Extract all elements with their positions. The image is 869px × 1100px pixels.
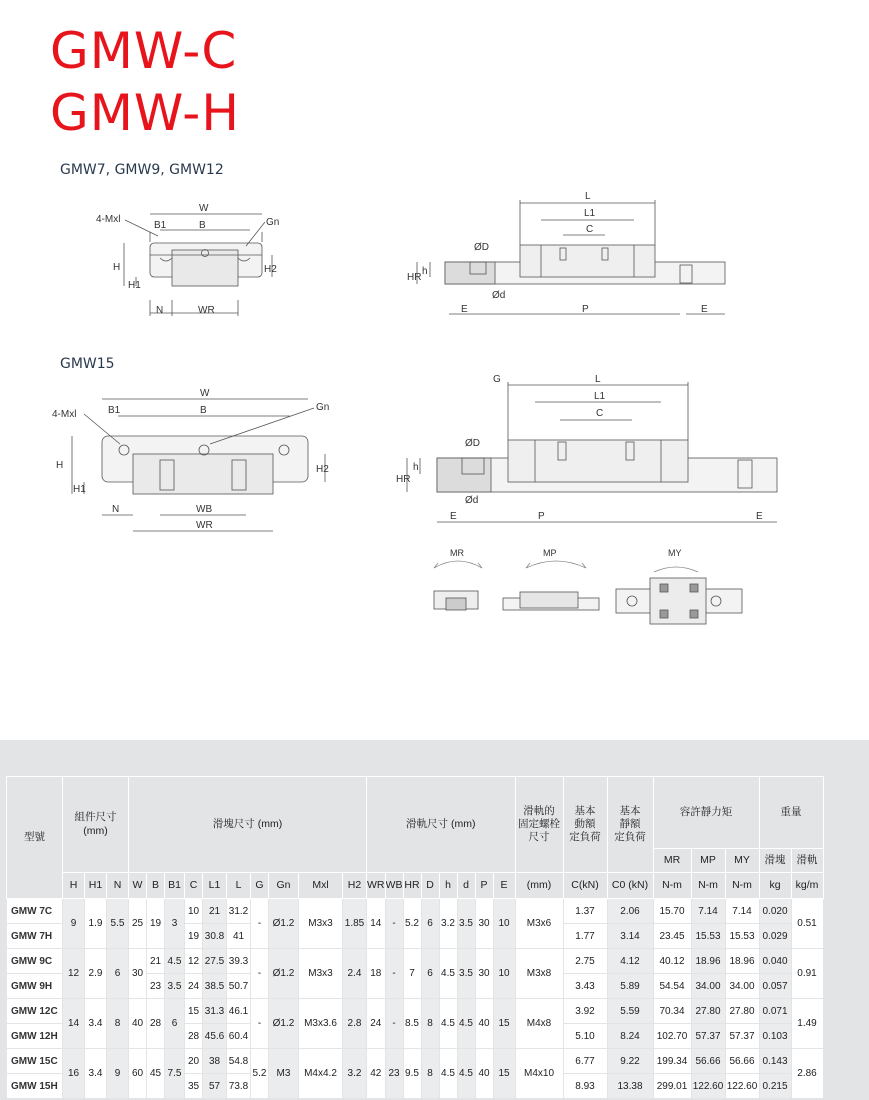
table-cell: 9.5 <box>403 1049 421 1099</box>
label-h: H <box>56 460 64 471</box>
table-cell: 12 <box>63 949 85 999</box>
table-cell: M4x8 <box>515 999 563 1049</box>
table-cell: 9 <box>63 899 85 949</box>
table-cell: 1.9 <box>85 899 107 949</box>
label-l: L <box>585 191 591 202</box>
label-mp: MP <box>543 548 557 558</box>
label-h2: H2 <box>264 264 277 275</box>
table-cell: Ø1.2 <box>269 999 299 1049</box>
table-cell: 73.8 <box>227 1074 251 1099</box>
table-cell: 40 <box>475 1049 493 1099</box>
table-cell: 8 <box>421 999 439 1049</box>
label-h1: H1 <box>128 280 141 291</box>
table-cell: 38 <box>203 1049 227 1074</box>
head-mr: MR <box>653 849 691 873</box>
table-cell: 4.5 <box>457 999 475 1049</box>
table-cell: 28 <box>147 999 165 1049</box>
column-head: d <box>457 873 475 899</box>
label-h2: H2 <box>316 464 329 475</box>
table-cell: 31.3 <box>203 999 227 1024</box>
column-head: E <box>493 873 515 899</box>
head-weight: 重量 <box>759 777 823 849</box>
head-bolt: 滑軌的 固定螺栓 尺寸 <box>515 777 563 873</box>
table-cell: 3.92 <box>563 999 607 1024</box>
table-cell: 5.89 <box>607 974 653 999</box>
moment-my-diagram <box>616 567 742 624</box>
label-b1: B1 <box>154 220 167 231</box>
table-cell: 0.057 <box>759 974 791 999</box>
table-cell: 21 <box>203 899 227 924</box>
table-cell: 8 <box>421 1049 439 1099</box>
head-block: 滑塊尺寸 (mm) <box>129 777 367 873</box>
table-cell: 15 <box>185 999 203 1024</box>
column-head: N-m <box>653 873 691 899</box>
table-cell: 30 <box>475 899 493 949</box>
table-cell: 0.91 <box>791 949 823 999</box>
label-e-left: E <box>450 511 457 522</box>
model-name: GMW 7C <box>7 899 63 924</box>
table-cell: 18 <box>367 949 386 999</box>
column-head: H1 <box>85 873 107 899</box>
table-row <box>7 899 824 924</box>
label-od-small: Ød <box>465 495 479 506</box>
model-name: GMW 12C <box>7 999 63 1024</box>
table-cell: 24 <box>367 999 386 1049</box>
table-cell: 13.38 <box>607 1074 653 1099</box>
table-cell: 122.60 <box>725 1074 759 1099</box>
table-cell: - <box>385 999 403 1049</box>
model-name: GMW 12H <box>7 1024 63 1049</box>
table-cell: 3.2 <box>343 1049 367 1099</box>
label-h: H <box>113 262 121 273</box>
table-cell: 34.00 <box>725 974 759 999</box>
table-cell: 15 <box>493 999 515 1049</box>
table-cell: 0.143 <box>759 1049 791 1074</box>
table-cell: 24 <box>185 974 203 999</box>
column-head: N <box>107 873 129 899</box>
column-head: C0 (kN) <box>607 873 653 899</box>
table-cell: 38.5 <box>203 974 227 999</box>
table-cell: 34.00 <box>691 974 725 999</box>
table-cell: M3x8 <box>515 949 563 999</box>
table-cell: 2.06 <box>607 899 653 924</box>
column-head: WR <box>367 873 386 899</box>
table-cell: 0.020 <box>759 899 791 924</box>
label-4mxl: 4-Mxl <box>96 214 121 225</box>
column-head: H2 <box>343 873 367 899</box>
table-cell: 57 <box>203 1074 227 1099</box>
table-cell: M3 <box>269 1049 299 1099</box>
table-cell: 1.85 <box>343 899 367 949</box>
table-cell: 50.7 <box>227 974 251 999</box>
table-cell: 4.5 <box>457 1049 475 1099</box>
moment-mr-diagram <box>434 561 482 610</box>
table-cell: 23 <box>385 1049 403 1099</box>
column-head: L1 <box>203 873 227 899</box>
label-l1: L1 <box>584 208 596 219</box>
table-row <box>7 949 824 974</box>
table-cell: 54.8 <box>227 1049 251 1074</box>
table-cell: 4.12 <box>607 949 653 974</box>
column-head: C(kN) <box>563 873 607 899</box>
table-cell: 40 <box>475 999 493 1049</box>
table-cell: 10 <box>185 899 203 924</box>
table-cell: 45 <box>147 1049 165 1099</box>
head-moment: 容許靜力矩 <box>653 777 759 849</box>
table-cell: 2.86 <box>791 1049 823 1099</box>
table-cell: 60.4 <box>227 1024 251 1049</box>
table-cell: 1.49 <box>791 999 823 1049</box>
table-cell: M3x3.6 <box>299 999 343 1049</box>
table-cell: 0.103 <box>759 1024 791 1049</box>
table-cell: 30 <box>475 949 493 999</box>
spec-table <box>6 776 824 1099</box>
table-cell: 30 <box>129 949 147 999</box>
label-od-small: Ød <box>492 290 506 301</box>
label-wb: WB <box>196 504 213 515</box>
table-cell: 15.53 <box>725 924 759 949</box>
column-head: P <box>475 873 493 899</box>
table-row <box>7 1049 824 1074</box>
title-line-1: GMW-C <box>50 22 238 80</box>
table-cell: 15.53 <box>691 924 725 949</box>
table-cell: 56.66 <box>691 1049 725 1074</box>
label-mr: MR <box>450 548 464 558</box>
table-cell: 5.5 <box>107 899 129 949</box>
label-l1: L1 <box>594 391 606 402</box>
table-cell: 6 <box>421 899 439 949</box>
table-cell: 18.96 <box>725 949 759 974</box>
label-c: C <box>586 224 594 235</box>
label-b: B <box>200 405 207 416</box>
table-cell: M3x6 <box>515 899 563 949</box>
table-cell: 27.5 <box>203 949 227 974</box>
table-cell: 57.37 <box>691 1024 725 1049</box>
head-assembly: 組件尺寸 (mm) <box>63 777 129 873</box>
label-4mxl: 4-Mxl <box>52 409 77 420</box>
table-cell: 4.5 <box>439 949 457 999</box>
table-cell: M3x3 <box>299 899 343 949</box>
column-head: W <box>129 873 147 899</box>
table-cell: 0.040 <box>759 949 791 974</box>
table-cell: 4.5 <box>165 949 185 974</box>
table-cell: - <box>385 899 403 949</box>
label-l: L <box>595 374 601 385</box>
head-dynamic-load: 基本 動額 定負荷 <box>563 777 607 873</box>
head-static-load: 基本 靜額 定負荷 <box>607 777 653 873</box>
table-cell: 102.70 <box>653 1024 691 1049</box>
column-head: B1 <box>165 873 185 899</box>
table-cell: 35 <box>185 1074 203 1099</box>
column-head: Gn <box>269 873 299 899</box>
label-n: N <box>156 305 164 316</box>
column-head: HR <box>403 873 421 899</box>
table-cell: 6 <box>165 999 185 1049</box>
table-cell: 0.215 <box>759 1074 791 1099</box>
table-cell: 23.45 <box>653 924 691 949</box>
label-gn: Gn <box>266 217 280 228</box>
table-cell: 4.5 <box>439 1049 457 1099</box>
table-cell: Ø1.2 <box>269 899 299 949</box>
table-row <box>7 999 824 1024</box>
table-cell: 31.2 <box>227 899 251 924</box>
label-od-large: ØD <box>465 438 480 449</box>
moment-labels <box>450 548 682 558</box>
table-cell: 122.60 <box>691 1074 725 1099</box>
spec-table-area <box>0 740 869 1100</box>
table-cell: 7 <box>403 949 421 999</box>
column-head-row <box>7 873 824 899</box>
column-head: B <box>147 873 165 899</box>
column-head: kg/m <box>791 873 823 899</box>
table-cell: 8.24 <box>607 1024 653 1049</box>
table-cell: 16 <box>63 1049 85 1099</box>
table-cell: 40.12 <box>653 949 691 974</box>
table-cell: 25 <box>129 899 147 949</box>
label-wr: WR <box>198 305 215 316</box>
table-cell: 199.34 <box>653 1049 691 1074</box>
column-head: C <box>185 873 203 899</box>
table-cell: 7.14 <box>725 899 759 924</box>
column-head: H <box>63 873 85 899</box>
table-cell: - <box>385 949 403 999</box>
table-cell: 299.01 <box>653 1074 691 1099</box>
table-cell: 3.5 <box>165 974 185 999</box>
table-cell: 28 <box>185 1024 203 1049</box>
table-cell: 1.77 <box>563 924 607 949</box>
label-p: P <box>582 304 589 315</box>
table-cell: 14 <box>367 899 386 949</box>
column-head: D <box>421 873 439 899</box>
column-head: L <box>227 873 251 899</box>
table-cell: 0.029 <box>759 924 791 949</box>
table-cell: 10 <box>493 949 515 999</box>
table-cell: - <box>251 899 269 949</box>
table-cell: 0.071 <box>759 999 791 1024</box>
head-weight-block: 滑塊 <box>759 849 791 873</box>
table-cell: 0.51 <box>791 899 823 949</box>
column-head: WB <box>385 873 403 899</box>
table-cell: M4x10 <box>515 1049 563 1099</box>
table-cell: 8.5 <box>403 999 421 1049</box>
label-e-left: E <box>461 304 468 315</box>
table-cell: 3 <box>165 899 185 949</box>
column-head: kg <box>759 873 791 899</box>
label-e-right: E <box>701 304 708 315</box>
table-cell: Ø1.2 <box>269 949 299 999</box>
table-cell: - <box>251 949 269 999</box>
table-cell: 9.22 <box>607 1049 653 1074</box>
head-mp: MP <box>691 849 725 873</box>
label-b: B <box>199 220 206 231</box>
table-cell: 3.4 <box>85 1049 107 1099</box>
title-line-2: GMW-H <box>50 84 240 142</box>
label-g: G <box>493 374 501 385</box>
table-cell: 7.5 <box>165 1049 185 1099</box>
table-cell: 18.96 <box>691 949 725 974</box>
table-cell: 3.4 <box>85 999 107 1049</box>
section-title-gmw15: GMW15 <box>60 356 115 372</box>
table-cell: 5.2 <box>403 899 421 949</box>
label-my: MY <box>668 548 682 558</box>
table-cell: 5.2 <box>251 1049 269 1099</box>
table-cell: 70.34 <box>653 999 691 1024</box>
model-name: GMW 7H <box>7 924 63 949</box>
table-cell: 27.80 <box>691 999 725 1024</box>
label-n: N <box>112 504 120 515</box>
label-w: W <box>200 388 210 399</box>
table-cell: 4.5 <box>439 999 457 1049</box>
table-cell: 40 <box>129 999 147 1049</box>
table-cell: 42 <box>367 1049 386 1099</box>
table-cell: 46.1 <box>227 999 251 1024</box>
column-head: Mxl <box>299 873 343 899</box>
model-name: GMW 15H <box>7 1074 63 1099</box>
table-cell: 19 <box>185 924 203 949</box>
table-cell: 39.3 <box>227 949 251 974</box>
table-cell: 1.37 <box>563 899 607 924</box>
head-model: 型號 <box>7 777 63 899</box>
table-cell: 45.6 <box>203 1024 227 1049</box>
model-name: GMW 9C <box>7 949 63 974</box>
column-head: h <box>439 873 457 899</box>
table-cell: M4x4.2 <box>299 1049 343 1099</box>
label-od-large: ØD <box>474 242 489 253</box>
table-cell: 5.59 <box>607 999 653 1024</box>
model-name: GMW 9H <box>7 974 63 999</box>
table-cell: 56.66 <box>725 1049 759 1074</box>
table-cell: 6 <box>107 949 129 999</box>
table-cell: 15.70 <box>653 899 691 924</box>
table-cell: 2.9 <box>85 949 107 999</box>
table-cell: 2.8 <box>343 999 367 1049</box>
label-c: C <box>596 408 604 419</box>
table-cell: - <box>251 999 269 1049</box>
label-p: P <box>538 511 545 522</box>
table-cell: 54.54 <box>653 974 691 999</box>
table-cell: 3.43 <box>563 974 607 999</box>
table-cell: 14 <box>63 999 85 1049</box>
spec-table-body <box>7 899 824 1099</box>
table-cell: 60 <box>129 1049 147 1099</box>
label-h1: H1 <box>73 484 86 495</box>
table-cell: 2.75 <box>563 949 607 974</box>
label-e-right: E <box>756 511 763 522</box>
table-cell: 30.8 <box>203 924 227 949</box>
label-w: W <box>199 203 209 214</box>
table-cell: 27.80 <box>725 999 759 1024</box>
table-cell: M3x3 <box>299 949 343 999</box>
table-cell: 9 <box>107 1049 129 1099</box>
table-cell: 8.93 <box>563 1074 607 1099</box>
table-cell: 6.77 <box>563 1049 607 1074</box>
table-cell: 10 <box>493 899 515 949</box>
label-h-side: h <box>413 462 419 473</box>
table-cell: 20 <box>185 1049 203 1074</box>
label-h-side: h <box>422 266 428 277</box>
table-cell: 8 <box>107 999 129 1049</box>
head-rail: 滑軌尺寸 (mm) <box>367 777 516 873</box>
table-cell: 3.2 <box>439 899 457 949</box>
label-hr: HR <box>396 474 411 485</box>
column-head: (mm) <box>515 873 563 899</box>
table-cell: 41 <box>227 924 251 949</box>
label-hr: HR <box>407 272 422 283</box>
label-gn: Gn <box>316 402 330 413</box>
table-cell: 21 <box>147 949 165 974</box>
table-cell: 15 <box>493 1049 515 1099</box>
head-weight-rail: 滑軌 <box>791 849 823 873</box>
moment-mp-diagram <box>503 561 599 610</box>
table-cell: 3.5 <box>457 899 475 949</box>
section-title-small-models: GMW7, GMW9, GMW12 <box>60 162 224 178</box>
table-cell: 3.14 <box>607 924 653 949</box>
label-wr: WR <box>196 520 213 531</box>
table-cell: 57.37 <box>725 1024 759 1049</box>
table-cell: 19 <box>147 899 165 949</box>
column-head: G <box>251 873 269 899</box>
table-cell: 3.5 <box>457 949 475 999</box>
table-cell: 23 <box>147 974 165 999</box>
table-cell: 12 <box>185 949 203 974</box>
label-b1: B1 <box>108 405 121 416</box>
table-cell: 7.14 <box>691 899 725 924</box>
head-my: MY <box>725 849 759 873</box>
table-cell: 2.4 <box>343 949 367 999</box>
column-head: N-m <box>691 873 725 899</box>
table-cell: 5.10 <box>563 1024 607 1049</box>
table-cell: 6 <box>421 949 439 999</box>
column-head: N-m <box>725 873 759 899</box>
model-name: GMW 15C <box>7 1049 63 1074</box>
